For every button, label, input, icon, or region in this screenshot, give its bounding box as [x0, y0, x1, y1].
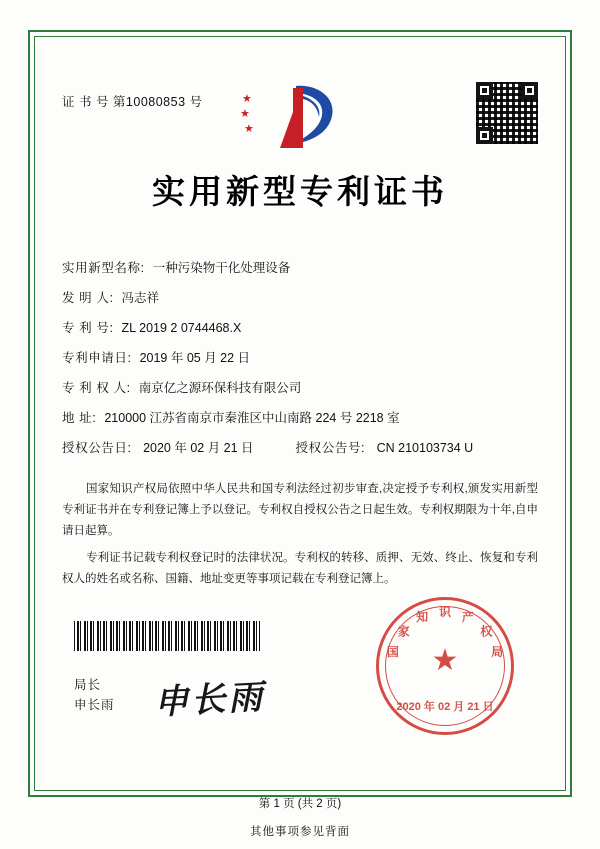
certificate-content [62, 70, 538, 769]
field-value: 2019 年 05 月 22 日 [139, 351, 251, 365]
field-label: 专 利 权 人: [62, 381, 131, 395]
field-row-application-date [62, 343, 538, 373]
field-label: 实用新型名称: [62, 261, 145, 275]
seal-date: 2020 年 02 月 21 日 [396, 701, 494, 713]
field-value: ZL 2019 2 0744468.X [121, 321, 242, 335]
page-title: 实用新型专利证书 [152, 172, 448, 211]
director-role-label: 局长 [74, 678, 102, 692]
barcode-icon [74, 621, 260, 651]
field-label: 发 明 人: [62, 291, 114, 305]
signature-block [74, 675, 115, 715]
field-row-patent-number [62, 313, 538, 343]
frame-corner-top-right [554, 30, 572, 48]
field-row-name [62, 253, 538, 283]
grant-number-label: 授权公告号: [295, 441, 366, 455]
field-row-grant [62, 433, 538, 463]
grant-date-label: 授权公告日: [62, 441, 132, 455]
field-row-inventor [62, 283, 538, 313]
handwritten-signature: 申长雨 [153, 677, 267, 723]
official-seal [376, 597, 514, 735]
qr-code-icon [476, 82, 538, 144]
director-name-label: 申长雨 [74, 698, 115, 712]
field-list [62, 253, 538, 463]
cnipa-logo-icon [240, 80, 360, 158]
legal-text [62, 479, 538, 590]
field-value: 冯志祥 [121, 291, 160, 305]
field-value: 一种污染物干化处理设备 [152, 261, 291, 275]
logo-stars-icon: ★ ★ ★ [240, 93, 254, 135]
grant-number-value: CN 210103734 U [376, 441, 474, 455]
frame-corner-top-left [28, 30, 46, 48]
field-label: 专 利 号: [62, 321, 114, 335]
footer-note: 其他事项参见背面 [250, 826, 350, 838]
field-value: 210000 江苏省南京市秦淮区中山南路 224 号 2218 室 [104, 411, 400, 425]
field-label: 地 址: [62, 411, 97, 425]
legal-paragraph-1: 国家知识产权局依照中华人民共和国专利法经过初步审查,决定授予专利权,颁发实用新型专利证书并在专利登记簿上予以登记。专利权自授权公告之日起生效。专利权期限为十年,自申请日起算。 [62, 483, 538, 537]
seal-star-icon: ★ [431, 644, 459, 677]
legal-paragraph-2: 专利证书记载专利权登记时的法律状况。专利权的转移、质押、无效、终止、恢复和专利权人的姓名或名称、国籍、地址变更等事项记载在专利登记簿上。 [62, 552, 538, 585]
page-number: 第 1 页 (共 2 页) [258, 798, 342, 810]
grant-date-value: 2020 年 02 月 21 日 [143, 441, 254, 455]
field-row-address [62, 403, 538, 433]
field-row-patentee [62, 373, 538, 403]
logo-swoosh-icon [266, 82, 336, 154]
seal-ring-text: 国 家 知 识 产 权 局 [386, 605, 504, 660]
field-value: 南京亿之源环保科技有限公司 [138, 381, 302, 395]
certificate-number: 证 书 号 第10080853 号 [62, 95, 203, 109]
field-label: 专利申请日: [62, 351, 132, 365]
